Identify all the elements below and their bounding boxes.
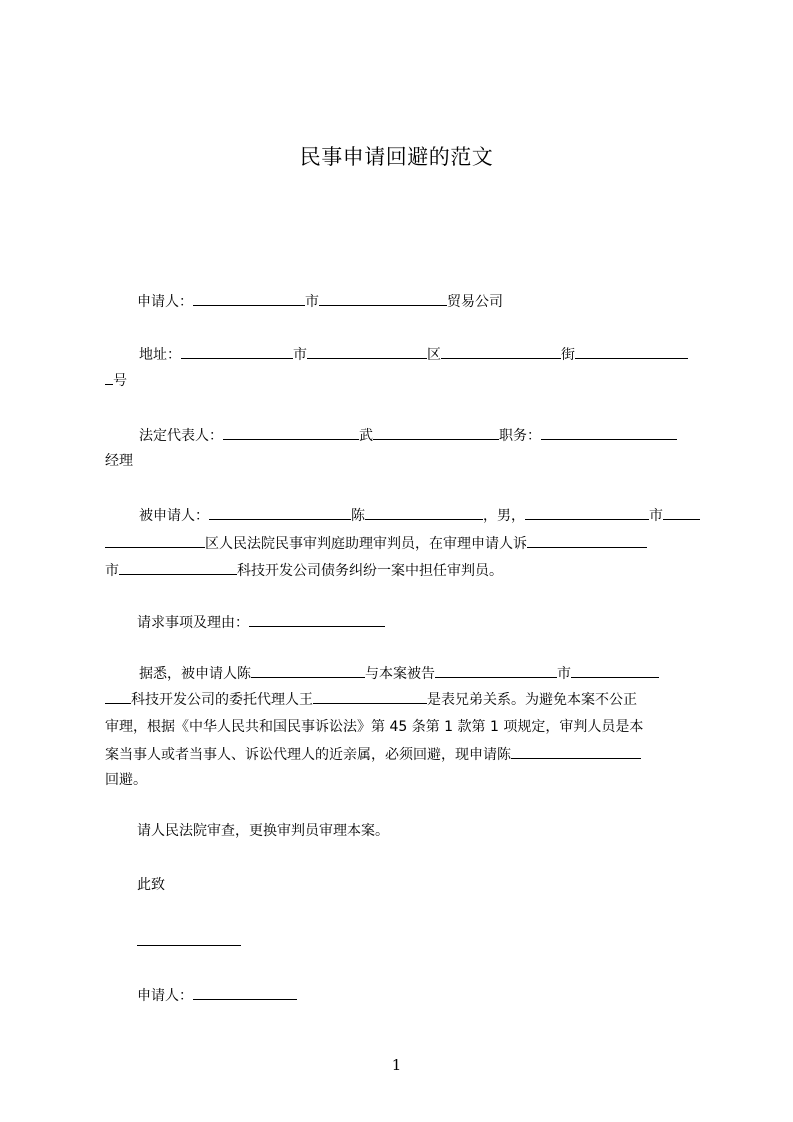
reason-p4a: 案当事人或者当事人、诉讼代理人的近亲属，必须回避，现申请陈: [105, 747, 511, 763]
reason-p2b: 是表兄弟关系。为避免本案不公正: [427, 692, 637, 708]
respondent-case: 科技开发公司债务纠纷一案中担任审判员。: [237, 563, 503, 579]
address-line-2: [105, 369, 700, 392]
legal-rep-label: 法定代表人：: [139, 428, 223, 444]
blank: [571, 662, 659, 678]
salute-line: [105, 874, 700, 896]
blank: [511, 743, 641, 759]
blank: [119, 559, 237, 575]
blank: [575, 343, 688, 359]
blank: [319, 290, 447, 306]
blank: [307, 343, 427, 359]
blank: [541, 424, 677, 440]
respondent-court-role: 区人民法院民事审判庭助理审判员，在审理申请人诉: [205, 536, 527, 552]
page-number: 1: [391, 1056, 402, 1074]
blank: [209, 504, 351, 520]
address-street: 街: [561, 347, 575, 363]
blank: [663, 504, 700, 520]
blank: [525, 504, 649, 520]
applicant-label: 申请人：: [137, 294, 193, 310]
reason-line-2: [105, 688, 700, 711]
blank: [527, 532, 647, 548]
blank: [251, 662, 365, 678]
reason-p1c: 市: [557, 666, 571, 682]
address-label: 地址：: [139, 347, 181, 363]
reason-line-1: [105, 662, 700, 685]
respondent-line: [105, 504, 700, 527]
respondent-line-3: [105, 559, 700, 582]
request-line: [105, 611, 700, 634]
blank: [105, 369, 113, 385]
address-number: 号: [113, 373, 127, 389]
address-line: [105, 343, 700, 366]
signature-line: [105, 984, 700, 1007]
reason-p1a: 据悉，被申请人陈: [139, 666, 251, 682]
applicant-city: 市: [305, 294, 319, 310]
position-label: 职务：: [499, 428, 541, 444]
blank: [223, 424, 359, 440]
respondent-line-2: [105, 532, 700, 555]
respondent-label: 被申请人：: [139, 508, 209, 524]
respondent-city: 市: [649, 508, 663, 524]
address-district: 区: [427, 347, 441, 363]
blank: [373, 424, 499, 440]
blank: [313, 688, 427, 704]
legal-rep-surname: 武: [359, 428, 373, 444]
respondent-city-2: 市: [105, 563, 119, 579]
reason-line-4: [105, 743, 700, 766]
document-title: 民事申请回避的范文: [299, 145, 494, 169]
legal-rep-line-2: [105, 450, 700, 472]
reason-line-5: [105, 769, 700, 791]
reason-p3: 审理，根据《中华人民共和国民事诉讼法》第 45 条第 1 款第 1 项规定，审判人员是本: [105, 719, 644, 735]
blank: [441, 343, 561, 359]
reason-p1b: 与本案被告: [365, 666, 435, 682]
address-city: 市: [293, 347, 307, 363]
blank: [105, 688, 131, 704]
request-label: 请求事项及理由：: [137, 615, 249, 631]
reason-p5: 回避。: [105, 772, 147, 788]
recipient-line: [105, 930, 700, 953]
respondent-surname: 陈: [351, 508, 365, 524]
blank: [249, 611, 385, 627]
position-value: 经理: [105, 453, 133, 469]
applicant-line: [105, 290, 700, 313]
closing-line: [105, 820, 700, 842]
signature-label: 申请人：: [137, 988, 193, 1004]
closing-text: 请人民法院审查，更换审判员审理本案。: [137, 823, 389, 839]
applicant-company: 贸易公司: [447, 294, 503, 310]
salute-text: 此致: [137, 877, 165, 893]
blank: [193, 290, 305, 306]
blank: [435, 662, 557, 678]
blank: [365, 504, 483, 520]
signature-blank: [193, 984, 297, 1000]
blank: [105, 532, 205, 548]
legal-rep-line: [105, 424, 700, 447]
reason-line-3: [105, 716, 700, 738]
blank: [181, 343, 293, 359]
respondent-gender: ，男，: [483, 508, 525, 524]
reason-p2a: 科技开发公司的委托代理人王: [131, 692, 313, 708]
recipient-blank: [137, 930, 241, 946]
